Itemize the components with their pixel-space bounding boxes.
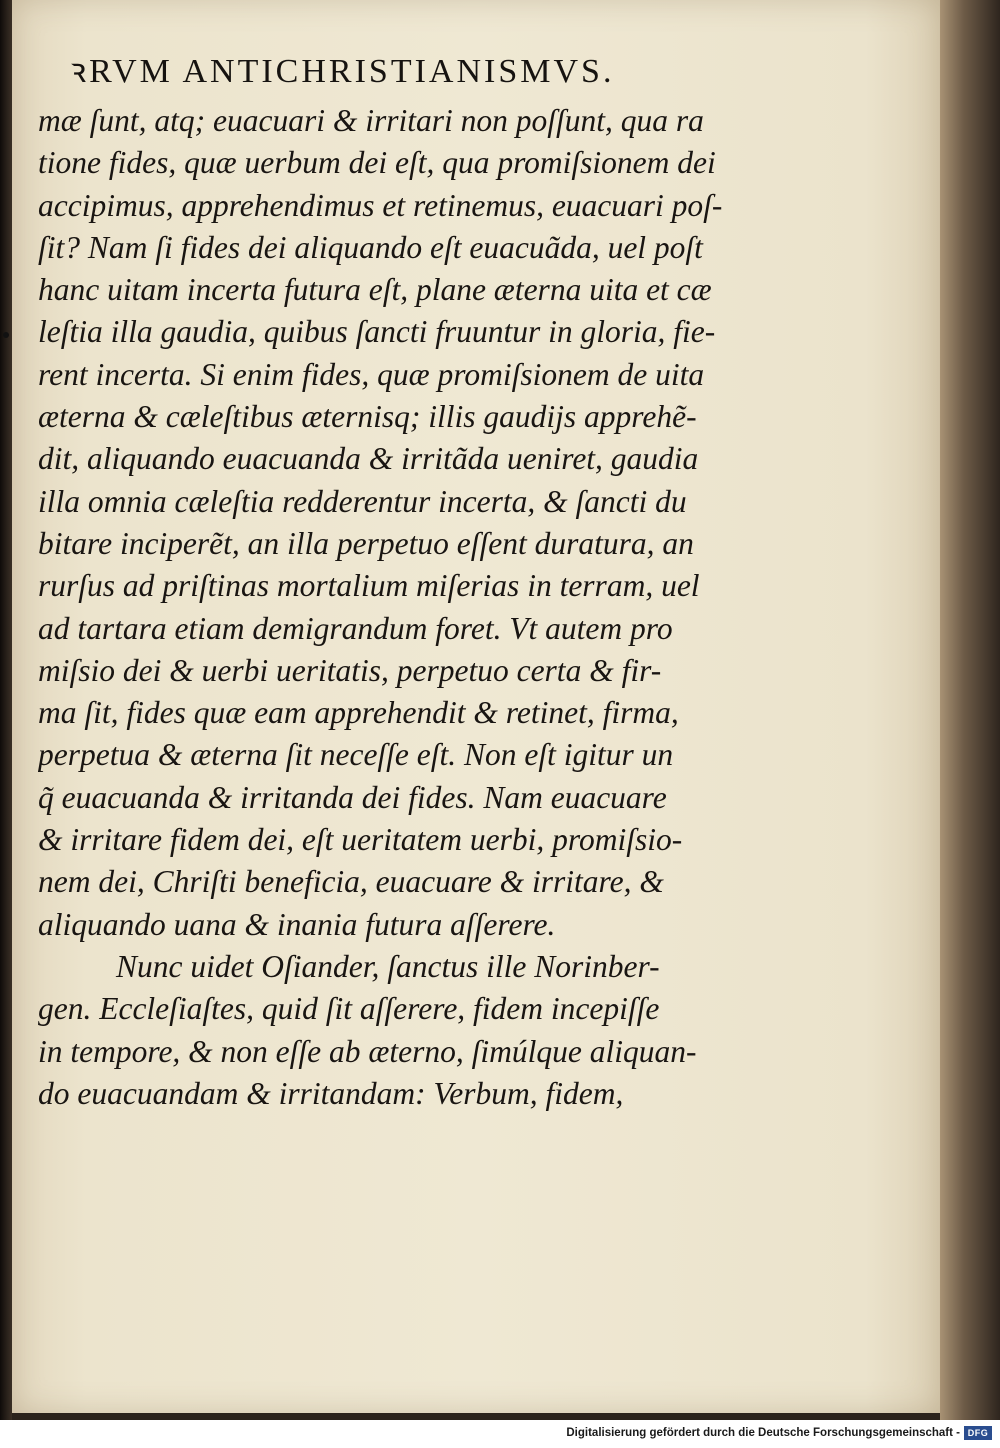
text-line: æterna & cæleſtibus æternisq; illis gaudijs apprehẽ-: [38, 399, 697, 435]
text-line: rurſus ad priſtinas mortalium miſerias in terram, uel: [38, 568, 700, 604]
text-line: ſit? Nam ſi fides dei aliquando eſt euacuãda, uel poſt: [38, 229, 703, 265]
text-line: illa omnia cæleſtia redderentur incerta, & ſancti du: [38, 483, 687, 519]
text-line: hanc uitam incerta futura eſt, plane æterna uita et cæ: [38, 272, 712, 308]
funding-notice: Digitalisierung gefördert durch die Deutsche Forschungsgemeinschaft -: [566, 1427, 960, 1439]
text-line: perpetua & æterna ſit neceſſe eſt. Non eſt igitur un: [38, 737, 674, 773]
text-line: mæ ſunt, atq; euacuari & irritari non poſſunt, qua ra: [38, 103, 704, 138]
text-line: tione fides, quæ uerbum dei eſt, qua promiſsionem dei: [38, 145, 716, 181]
text-line: gen. Eccleſiaſtes, quid ſit aſſerere, fidem incepiſſe: [38, 991, 660, 1027]
text-line: ad tartara etiam demigrandum foret. Vt autem pro: [38, 610, 673, 646]
text-line: nem dei, Chriſti beneficia, euacuare & irritare, &: [38, 864, 664, 900]
text-line: aliquando uana & inania futura aſſerere.: [38, 906, 556, 942]
text-line: bitare inciperẽt, an illa perpetuo eſſent duratura, an: [38, 525, 694, 561]
text-line: miſsio dei & uerbi ueritatis, perpetuo certa & fir-: [38, 652, 662, 688]
text-line: & irritare fidem dei, eſt ueritatem uerbi, promiſsio-: [38, 822, 683, 858]
text-line: dit, aliquando euacuanda & irritãda ueniret, gaudia: [38, 441, 699, 477]
margin-mark: [3, 332, 9, 338]
body-text: [38, 100, 728, 1115]
page-bottom-edge: [12, 1413, 940, 1420]
text-line: in tempore, & non eſſe ab æterno, ſimúlque aliquan-: [38, 1033, 697, 1069]
text-line: rent incerta. Si enim fides, quæ promiſsionem de uita: [38, 356, 705, 392]
page-fore-edge: [940, 0, 1000, 1420]
binding-edge: [0, 0, 12, 1420]
running-head: ꝛRVM ANTICHRISTIANISMVS.: [70, 53, 615, 90]
text-line: leſtia illa gaudia, quibus ſancti fruuntur in gloria, fie-: [38, 314, 716, 350]
text-line: q̃ euacuanda & irritanda dei fides. Nam euacuare: [38, 779, 667, 815]
paragraph-start-line: Nunc uidet Oſiander, ſanctus ille Norinber-: [116, 948, 660, 984]
text-line: ma ſit, fides quæ eam apprehendit & retinet, firma,: [38, 695, 679, 731]
text-line: do euacuandam & irritandam: Verbum, fidem,: [38, 1075, 624, 1111]
text-line: accipimus, apprehendimus et retinemus, euacuari poſ-: [38, 187, 723, 223]
dfg-logo: DFG: [964, 1426, 992, 1440]
